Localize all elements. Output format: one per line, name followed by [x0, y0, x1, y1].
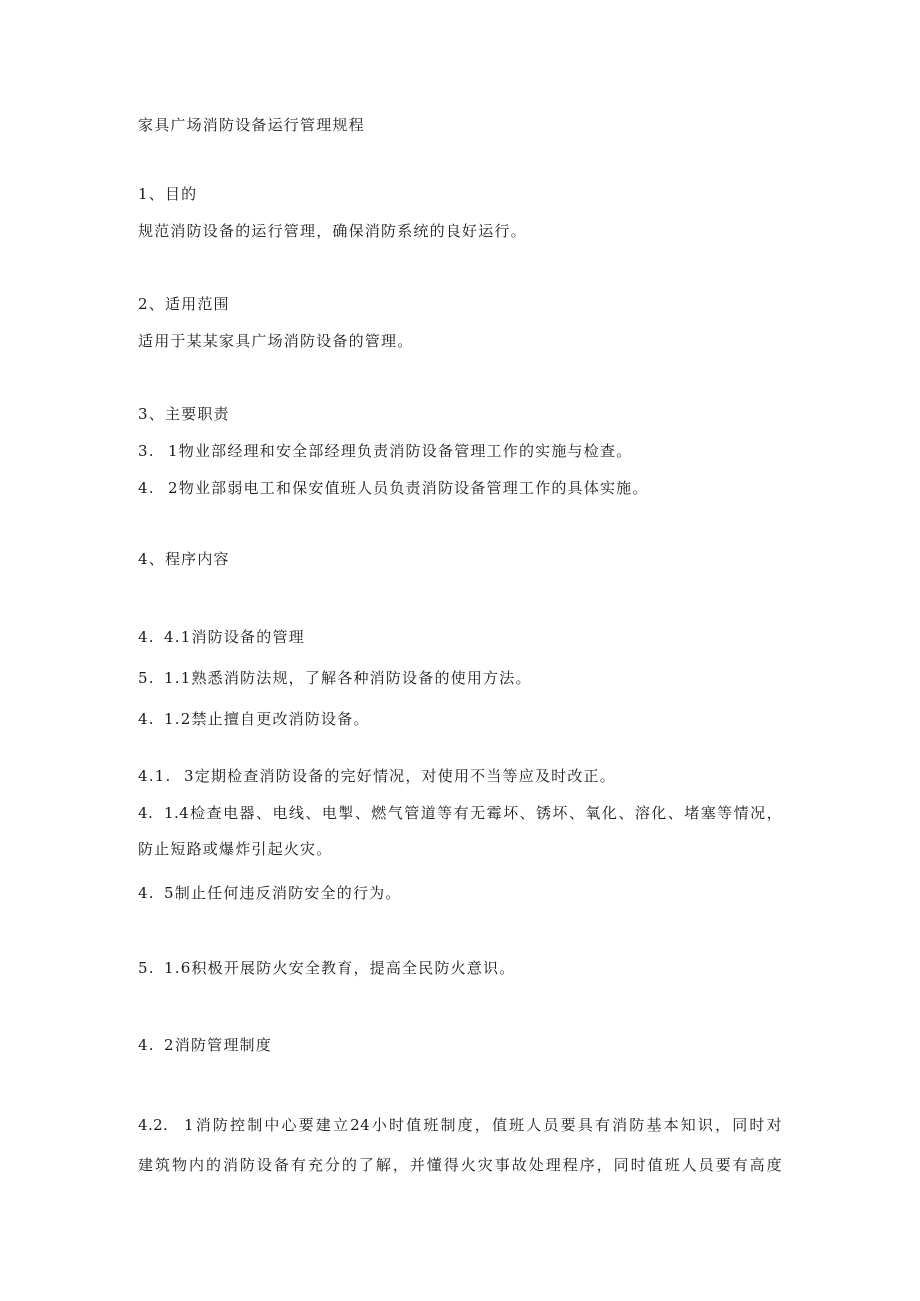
document-title: 家具广场消防设备运行管理规程 [138, 116, 365, 134]
item-4-1-6 [138, 958, 515, 978]
section-3-heading: 3、主要职责 [138, 405, 230, 423]
item-number: 5. [138, 669, 155, 687]
item-text: 1.2禁止擅自更改消防设备。 [164, 710, 370, 728]
section-4-heading: 4、程序内容 [138, 550, 230, 568]
item-text: 1.1熟悉消防法规，了解各种消防设备的使用方法。 [164, 669, 532, 687]
item-number: 4. [138, 479, 155, 497]
item-text: 1物业部经理和安全部经理负责消防设备管理工作的实施与检查。 [168, 442, 633, 460]
item-number: 4.2. [138, 1116, 169, 1134]
item-text: 4.1消防设备的管理 [164, 628, 305, 646]
section-1-heading: 1、目的 [138, 185, 198, 203]
item-text: 5制止任何违反消防安全的行为。 [164, 884, 402, 902]
section-1-body: 规范消防设备的运行管理，确保消防系统的良好运行。 [138, 222, 527, 240]
item-4-1-5 [138, 883, 402, 903]
item-text: 2消防管理制度 [164, 1036, 272, 1054]
item-number: 4. [138, 628, 155, 646]
item-text: 3定期检查消防设备的完好情况，对使用不当等应及时改正。 [184, 767, 616, 785]
subsection-4-2-heading [138, 1035, 272, 1055]
section-3-item-1 [138, 441, 632, 461]
item-number: 4. [138, 1036, 155, 1054]
item-4-1-4-continuation: 防止短路或爆炸引起火灾。 [138, 840, 333, 858]
item-number: 4. [138, 804, 154, 822]
item-number: 4. [138, 884, 155, 902]
item-4-1-4 [138, 803, 782, 823]
item-number: 4.1. [138, 767, 172, 785]
item-text: 1.6积极开展防火安全教育，提高全民防火意识。 [164, 959, 516, 977]
item-4-1-2 [138, 709, 370, 729]
item-number: 3. [138, 442, 155, 460]
item-text: 1.4检查电器、电线、电掣、燃气管道等有无霉坏、锈坏、氧化、溶化、堵塞等情况， [164, 804, 782, 822]
item-4-1-1 [138, 668, 532, 688]
item-number: 4. [138, 710, 155, 728]
section-2-body: 适用于某某家具广场消防设备的管理。 [138, 332, 414, 350]
item-4-2-1 [138, 1115, 782, 1135]
section-3-item-2 [138, 478, 649, 498]
item-number: 5. [138, 959, 155, 977]
item-4-2-1-continuation: 建筑物内的消防设备有充分的了解，并懂得火灾事故处理程序，同时值班人员要有高度 [138, 1156, 782, 1174]
subsection-4-1-heading [138, 627, 305, 647]
item-text: 2物业部弱电工和保安值班人员负责消防设备管理工作的具体实施。 [168, 479, 649, 497]
section-2-heading: 2、适用范围 [138, 295, 230, 313]
item-4-1-3 [138, 766, 616, 786]
item-text: 1消防控制中心要建立24小时值班制度，值班人员要具有消防基本知识，同时对 [184, 1116, 782, 1134]
